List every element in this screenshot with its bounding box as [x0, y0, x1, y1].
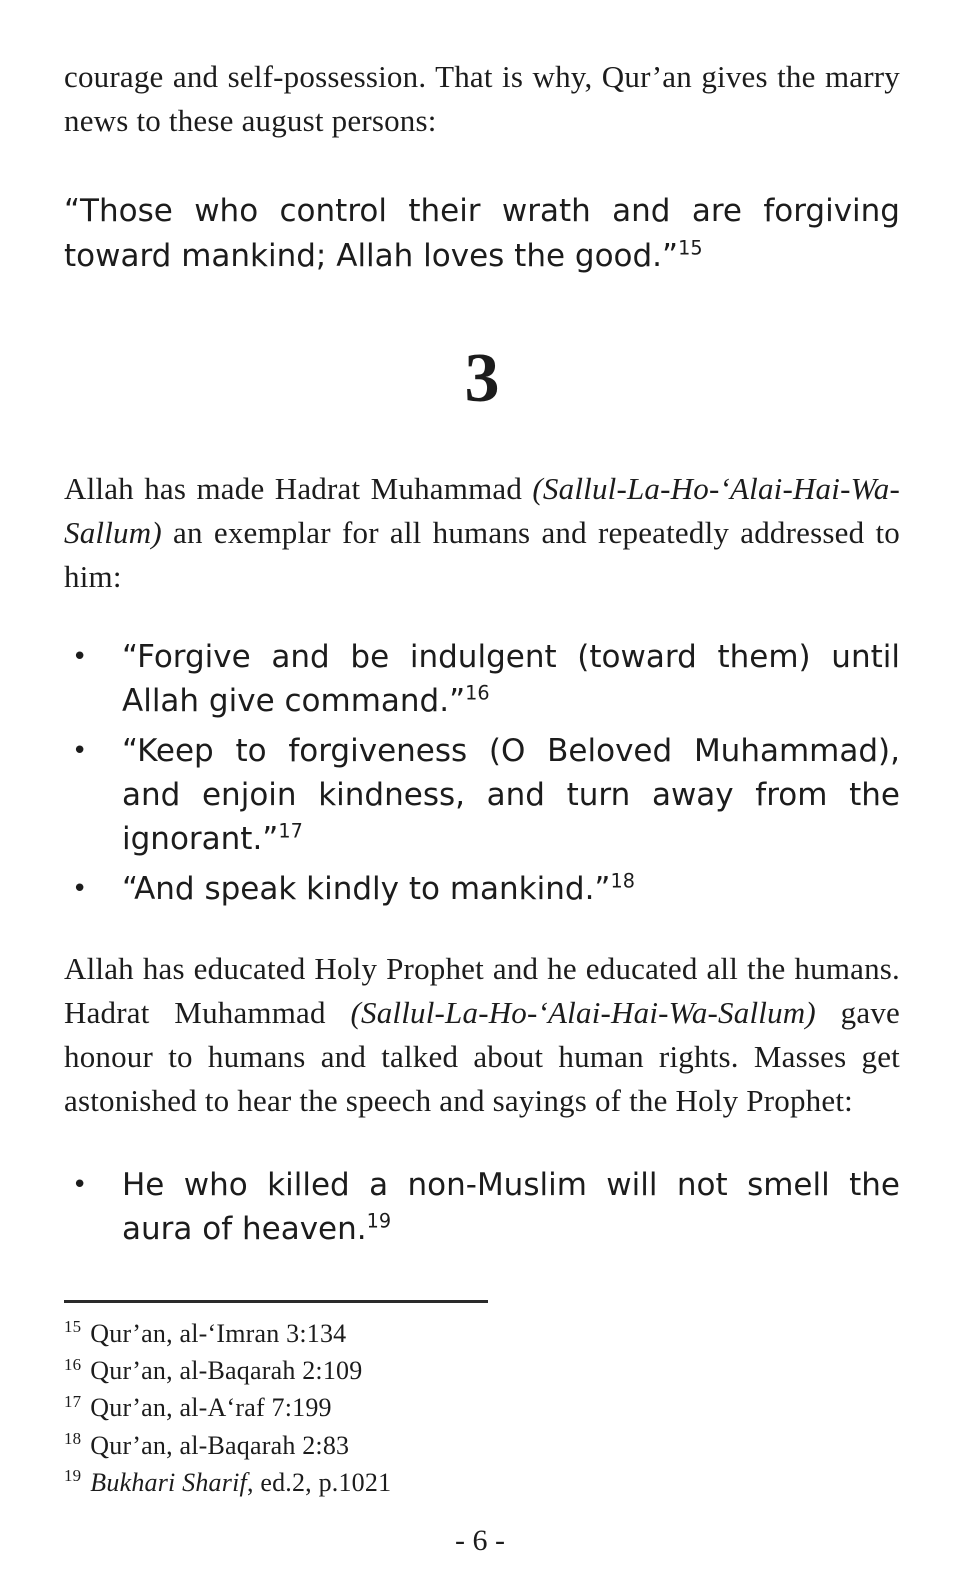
bullet-item-3 — [64, 867, 900, 911]
footnote-16 — [64, 1352, 900, 1389]
section-number: 3 — [464, 339, 500, 417]
bullet-text-2 — [122, 729, 900, 861]
bullet-icon: • — [72, 1170, 88, 1201]
paragraph-3-text: Allah has educated Holy Prophet and he educated all the humans. Hadrat Muhammad — [64, 951, 900, 1031]
paragraph-2 — [64, 467, 900, 599]
footnote-divider — [64, 1300, 488, 1303]
page-number: - 6 - — [455, 1524, 505, 1557]
footnote-number: 17 — [64, 1391, 82, 1411]
bullet-quote-3: “And speak kindly to mankind.” — [122, 871, 611, 908]
bullet-item-2 — [64, 729, 900, 861]
hadith-bullet-list — [64, 635, 900, 911]
paragraph-3-text-cont: gave honour to humans and talked about human rights. Masses get astonished to hear the speech and sayings of the Holy Prophet: — [64, 995, 900, 1119]
bullet-icon: • — [72, 641, 88, 672]
footnote-text: , ed.2, p.1021 — [246, 1467, 392, 1497]
bullet-quote-2: “Keep to forgiveness (O Beloved Muhammad), and enjoin kindness, and turn away from the ignorant.” — [122, 732, 900, 858]
paragraph-2-text-cont: an exemplar for all humans and repeatedly addressed to him: — [64, 514, 900, 594]
paragraph-2-italic: (Sallul-La-Ho-‘Alai-Hai-Wa-Sallum) — [64, 470, 900, 550]
bullet-item-1 — [64, 635, 900, 723]
bullet-icon: • — [72, 735, 88, 766]
bullet-quote-4: He who killed a non-Muslim will not smell the aura of heaven. — [122, 1167, 900, 1248]
paragraph-2-text: Allah has made Hadrat Muhammad — [64, 470, 533, 506]
bullet-text-1 — [122, 635, 900, 723]
footnotes-section — [64, 1300, 900, 1501]
footnote-text: Qur’an, al-Baqarah 2:109 — [90, 1356, 363, 1386]
footnote-number: 16 — [64, 1354, 82, 1374]
footnote-17 — [64, 1389, 900, 1426]
footnote-19 — [64, 1464, 900, 1501]
bullet-icon: • — [72, 874, 88, 905]
opening-paragraph-text: courage and self-possession. That is why, Qur’an gives the marry news to these august persons: — [64, 59, 900, 139]
bullet-quote-1: “Forgive and be indulgent (toward them) until Allah give command.” — [122, 638, 900, 719]
paragraph-3-italic: (Sallul-La-Ho-‘Alai-Hai-Wa-Sallum) — [350, 995, 816, 1031]
paragraph-3 — [64, 947, 900, 1123]
quran-quote — [64, 189, 900, 279]
footnote-15 — [64, 1315, 900, 1352]
footnote-ref-17: 17 — [278, 819, 303, 843]
footnote-ref-15: 15 — [678, 236, 703, 260]
footnote-text: Qur’an, al-‘Imran 3:134 — [90, 1319, 347, 1348]
footnote-italic: Bukhari Sharif — [90, 1467, 247, 1497]
bullet-text-3 — [122, 867, 900, 911]
bullet-item-4 — [64, 1163, 900, 1251]
footnote-number: 15 — [64, 1317, 82, 1337]
footnote-ref-16: 16 — [465, 681, 490, 705]
opening-paragraph — [64, 55, 900, 143]
footnote-ref-18: 18 — [610, 869, 635, 893]
quote-text: “Those who control their wrath and are forgiving toward mankind; Allah loves the good.” — [64, 193, 900, 274]
footnote-18 — [64, 1427, 900, 1464]
footnote-text: Qur’an, al-A‘raf 7:199 — [90, 1393, 332, 1423]
footnote-text: Qur’an, al-Baqarah 2:83 — [90, 1430, 350, 1460]
hadith-bullet-list-2 — [64, 1163, 900, 1251]
footnote-number: 18 — [64, 1428, 82, 1448]
footnote-number: 19 — [64, 1466, 82, 1486]
footnote-ref-19: 19 — [366, 1209, 392, 1233]
bullet-text-4 — [122, 1163, 900, 1251]
